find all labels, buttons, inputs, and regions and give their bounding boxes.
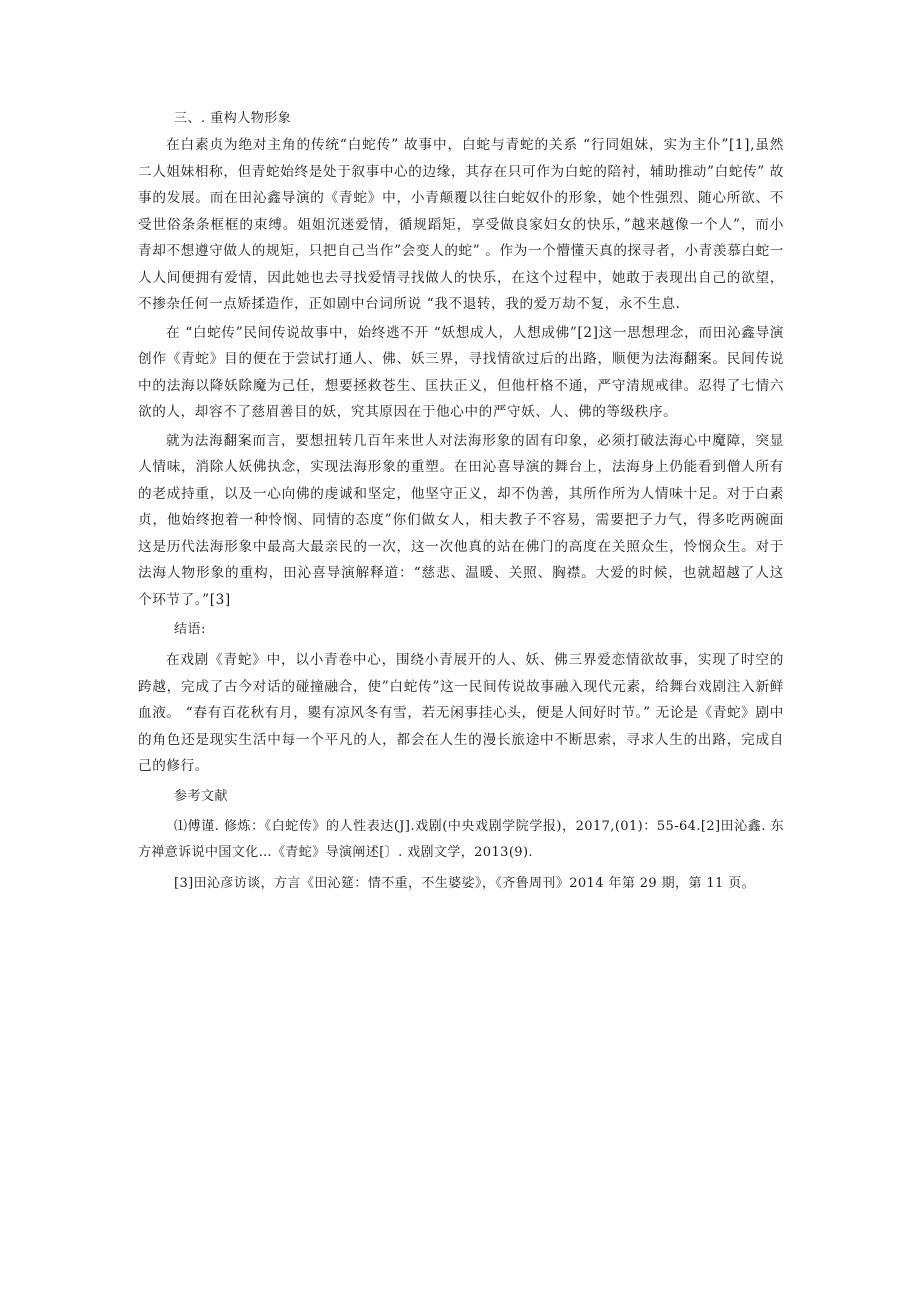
- document-page: [138, 106, 784, 897]
- body-paragraph-1: 在白素贞为绝对主角的传统“白蛇传” 故事中，白蛇与青蛇的关系 “行同姐妹，实为主仆”[1],虽然二人姐妹相称，但青蛇始终是处于叙事中心的边缘，其存在只可作为白蛇的陪衬，辅助推动”白蛇传” 故事的发展。而在田沁鑫导演的《青蛇》中，小青颠覆以往白蛇奴仆的形象，她个性强烈、随心所欲、不受世俗条条框框的束缚。姐姐沉迷爱情，循规蹈矩，享受做良家妇女的快乐，”越来越像一个人”，而小青却不想遵守做人的规矩，只把自己当作”会变人的蛇” 。作为一个懵懂天真的探寻者，小青羡慕白蛇一人人间便拥有爱情，因此她也去寻找爱情寻找做人的快乐，在这个过程中，她敢于表现出自己的欲望，不掺杂任何一点矫揉造作，正如剧中台词所说 “我不退转，我的爱万劫不复，永不生息.: [138, 137, 784, 312]
- section-heading: 三、. 重构人物形象: [174, 111, 292, 126]
- body-paragraph-2: 在 “白蛇传”民间传说故事中，始终逃不开 “妖想成人，人想成佛”[2]这一思想理念，而田沁鑫导演创作《青蛇》目的便在于尝试打通人、佛、妖三界，寻找情欲过后的出路，顺便为法海翻案。民间传说中的法海以降妖除魔为己任，想要拯救苍生、匡扶正义，但他杆格不通，严守清规戒律。忍得了七情六欲的人，却容不了慈眉善目的妖，究其原因在于他心中的严守妖、人、佛的等级秩序。: [138, 324, 784, 420]
- conclusion-paragraph: 在戏剧《青蛇》中，以小青卷中心，围绕小青展开的人、妖、佛三界爱恋情欲故事，实现了时空的跨越，完成了古今对话的碰撞融合，使”白蛇传”这一民间传说故事融入现代元素，给舞台戏剧注入新鲜血液。 “春有百花秋有月，夓有凉风冬有雪，若无闲事挂心头，便是人间好时节。” 无论是《青蛇》剧中的角色还是现实生活中每一个平凡的人，都会在人生的漫长旅途中不断思索，寻求人生的出路，完成自己的修行。: [138, 652, 784, 774]
- body-paragraph-3: 就为法海翻案而言，要想扭转几百年来世人对法海形象的固有印象，必须打破法海心中魔障，突显人情味，消除人妖佛执念，实现法海形象的重塑。在田沁喜导演的舞台上，法海身上仍能看到僧人所有的老成持重，以及一心向佛的虔诚和坚定，他坚守正义，却不伪善，其所作所为人情味十足。对于白素贞，他始终抱着一种怜悯、同情的态度”你们做女人，相夫教子不容易，需要把子力气，得多吃两碗面这是历代法海形象中最高大最亲民的一次，这一次他真的站在佛门的高度在关照众生，怜悯众生。对于法海人物形象的重构，田沁喜导演解释道：“慈悲、温暖、关照、胸襟。大爱的时候，也就超越了人这个环节了。”[3]: [138, 432, 784, 608]
- reference-item: ⑴傅谨. 修炼：《白蛇传》的人性表达(J].戏剧(中央戏剧学院学报)，2017,(01)：55-64.[2]田沁鑫. 东方禅意诉说中国文化…《青蛇》导演阐述[〕. 戏剧文学，2013(9).: [138, 818, 784, 860]
- conclusion-label: 结语:: [174, 622, 206, 637]
- reference-item: [3]田沁彦访谈，方言《田沁筵：情不重，不生婆娑》，《齐鲁周刊》2014 年第 29 期，第 11 页。: [174, 875, 756, 891]
- references-list: [138, 814, 784, 898]
- references-label: 参考文献: [174, 788, 229, 804]
